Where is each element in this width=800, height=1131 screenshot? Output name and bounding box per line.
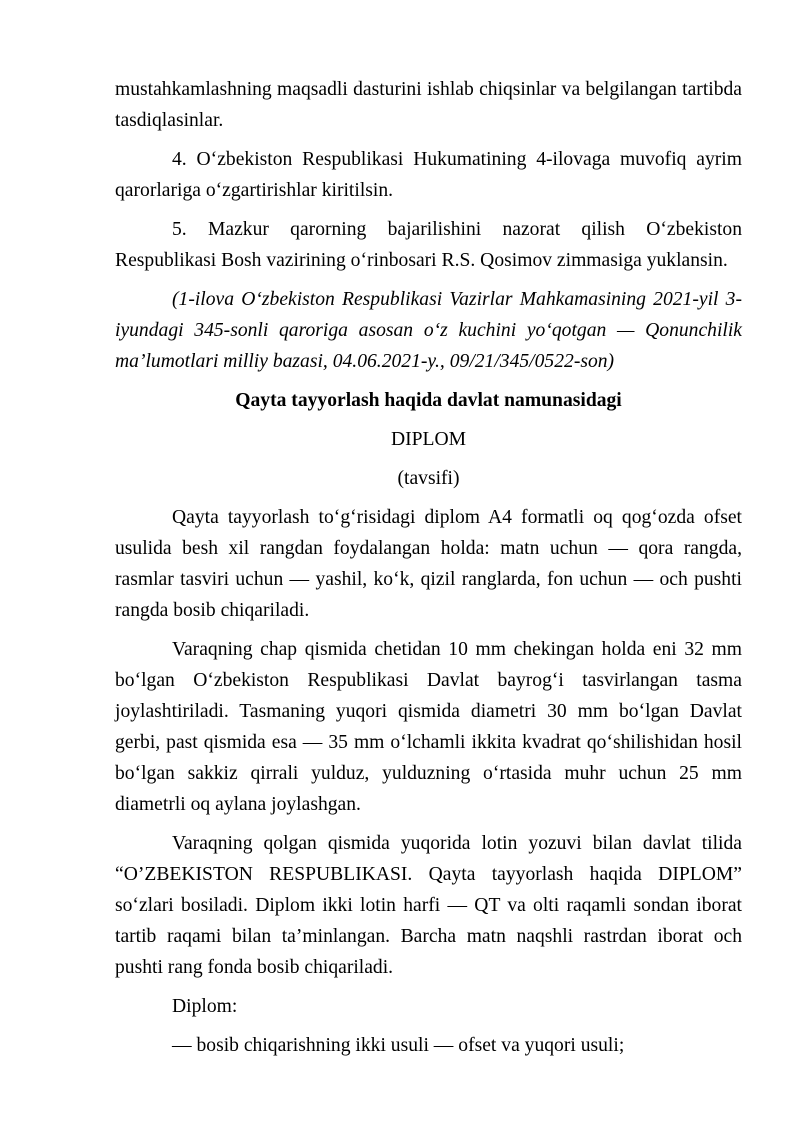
body-paragraph-diplom-label: Diplom: [172,996,238,1017]
amendment-note: (1-ilova O‘zbekiston Respublikasi Vazirlar Mahkamasining 2021-yil 3-iyundagi 345-sonli qaroriga asosan o‘z kuchini yo‘qotgan — Qonunchilik ma’lumotlari milliy bazasi, 04.06.2021-y., 09/21/345/0522-son) [115,289,742,372]
section-heading: Qayta tayyorlash haqida davlat namunasidagi [235,390,622,411]
document-title: DIPLOM [390,429,467,450]
paragraph-item-4: 4. O‘zbekiston Respublikasi Hukumatining 4-ilovaga muvofiq ayrim qarorlariga o‘zgartirishlar kiritilsin. [115,149,742,201]
paragraph-continuation: mustahkamlashning maqsadli dasturini ishlab chiqsinlar va belgilangan tartibda tasdiqlasinlar. [115,79,742,131]
body-paragraph-flag-strip: Varaqning chap qismida chetidan 10 mm chekingan holda eni 32 mm bo‘lgan O‘zbekiston Respublikasi Davlat bayrog‘i tasvirlangan tasma joylashtiriladi. Tasmaning yuqori qismida diametri 30 mm bo‘lgan Davlat gerbi, past qismida esa — 35 mm o‘lchamli ikkita kvadrat qo‘shilishidan hosil bo‘lgan sakkiz qirrali yulduz, yulduzning o‘rtasida muhr uchun 25 mm diametrli oq aylana joylashgan. [115,639,742,815]
body-paragraph-text-content: Varaqning qolgan qismida yuqorida lotin yozuvi bilan davlat tilida “O’ZBEKISTON RESPUBLIKASI. Qayta tayyorlash haqida DIPLOM” so‘zlari bosiladi. Diplom ikki lotin harfi — QT va olti raqamli sondan iborat tartib raqami bilan ta’minlangan. Barcha matn naqshli rastrdan iborat och pushti rang fonda bosib chiqariladi. [115,833,742,978]
body-paragraph-format: Qayta tayyorlash to‘g‘risidagi diplom A4 formatli oq qog‘ozda ofset usulida besh xil rangdan foydalangan holda: matn uchun — qora rangda, rasmlar tasviri uchun — yashil, ko‘k, qizil ranglarda, fon uchun — och pushti rangda bosib chiqariladi. [115,507,742,621]
body-list-item-printing: — bosib chiqarishning ikki usuli — ofset va yuqori usuli; [172,1035,625,1056]
document-subtitle: (tavsifi) [397,468,460,489]
document-page [115,74,742,1069]
paragraph-item-5: 5. Mazkur qarorning bajarilishini nazorat qilish O‘zbekiston Respublikasi Bosh vazirining o‘rinbosari R.S. Qosimov zimmasiga yuklansin. [115,219,742,271]
